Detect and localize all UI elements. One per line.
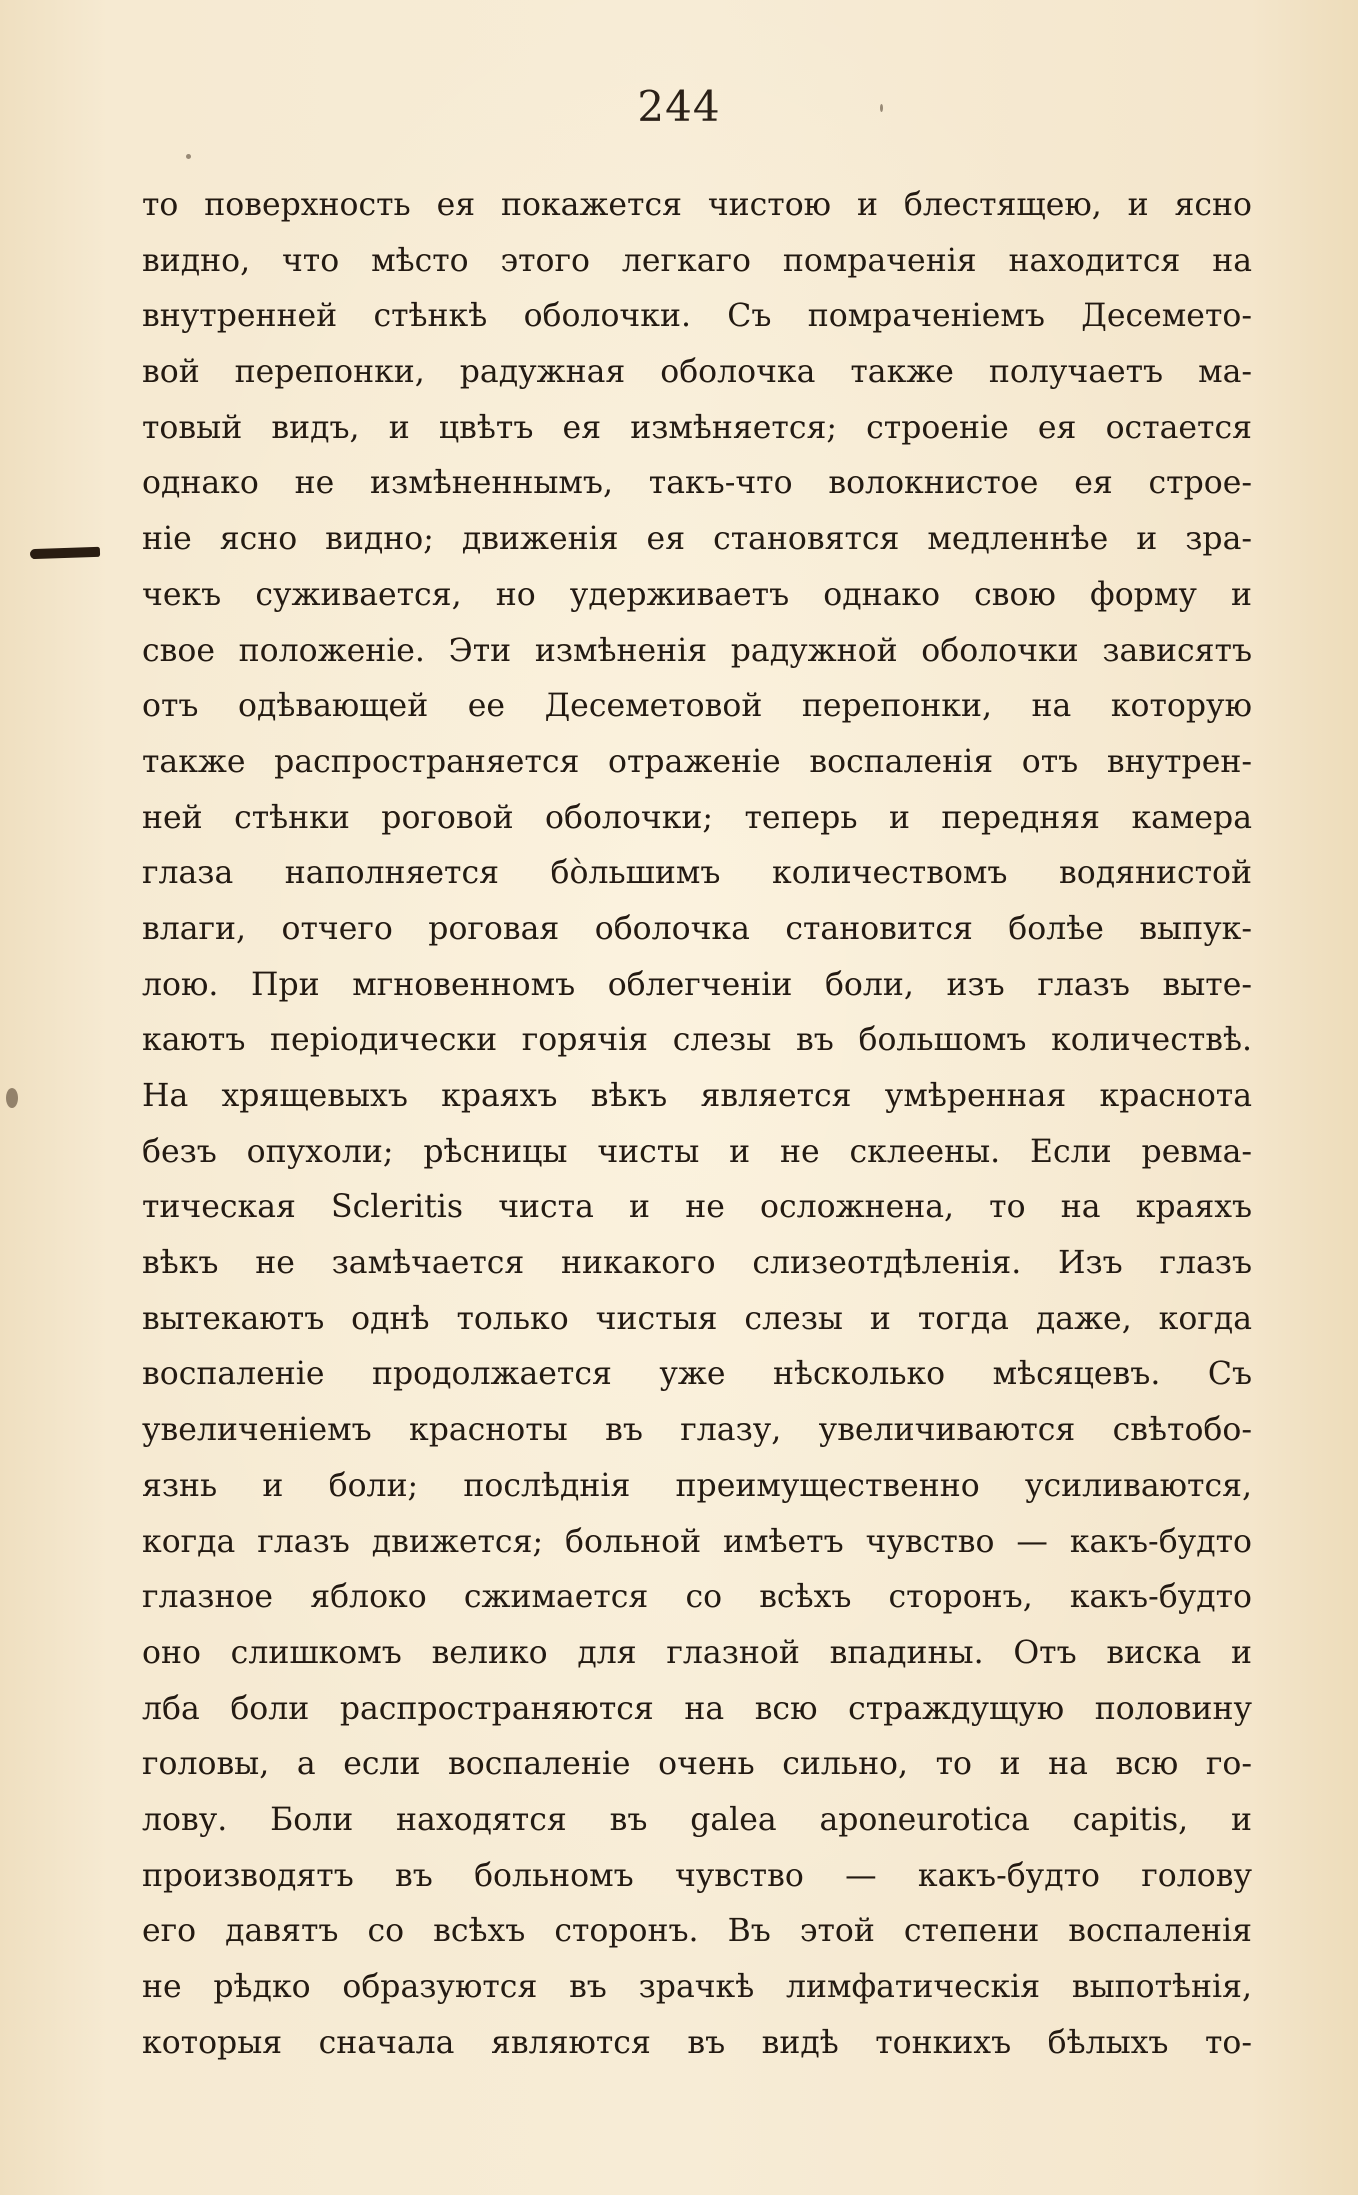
text-line: производятъ въ больномъ чувство — какъ-будто голову: [142, 1857, 1252, 1894]
text-line: чекъ суживается, но удерживаетъ однако свою форму и: [142, 576, 1252, 613]
text-line: когда глазъ движется; больной имѣетъ чувство — какъ-будто: [142, 1523, 1252, 1560]
text-line: то поверхность ея покажется чистою и блестящею, и ясно: [142, 187, 1252, 223]
text-line: не рѣдко образуются въ зрачкѣ лимфатическія выпотѣнія,: [142, 1969, 1252, 2005]
text-line: головы, а если воспаленіе очень сильно, то и на всю го-: [142, 1746, 1252, 1783]
text-line: внутренней стѣнкѣ оболочки. Съ помраченіемъ Десемето-: [142, 298, 1252, 335]
text-line: безъ опухоли; рѣсницы чисты и не склеены. Если ревма-: [142, 1133, 1252, 1170]
page-number: 244: [637, 82, 721, 131]
text-line: тическая Scleritis чиста и не осложнена, то на краяхъ: [142, 1189, 1252, 1226]
text-line: ней стѣнки роговой оболочки; теперь и передняя камера: [142, 799, 1252, 836]
text-line: увеличеніемъ красноты въ глазу, увеличиваются свѣтобо-: [142, 1412, 1252, 1449]
text-line: лба боли распространяются на всю страждущую половину: [142, 1690, 1252, 1727]
text-line: его давятъ со всѣхъ сторонъ. Въ этой степени воспаленія: [142, 1913, 1252, 1950]
body-text: [142, 178, 1252, 2071]
ink-speck: [880, 104, 883, 112]
text-line: вытекаютъ однѣ только чистыя слезы и тогда даже, когда: [142, 1300, 1252, 1337]
text-line: свое положеніе. Эти измѣненія радужной оболочки зависятъ: [142, 632, 1252, 669]
ink-speck: [186, 154, 191, 159]
text-line: язнь и боли; послѣднія преимущественно усиливаются,: [142, 1467, 1252, 1504]
text-line: воспаленіе продолжается уже нѣсколько мѣсяцевъ. Съ: [142, 1356, 1252, 1393]
text-line: глазное яблоко сжимается со всѣхъ сторонъ, какъ-будто: [142, 1579, 1252, 1616]
text-line: лову. Боли находятся въ galea aponeurotica capitis, и: [142, 1801, 1252, 1838]
margin-ink-dot: [6, 1088, 18, 1108]
text-line: вой перепонки, радужная оболочка также получаетъ ма-: [142, 354, 1252, 391]
text-line: оно слишкомъ велико для глазной впадины. Отъ виска и: [142, 1634, 1252, 1671]
text-line: однако не измѣненнымъ, такъ-что волокнистое ея строе-: [142, 465, 1252, 502]
margin-ink-mark: [30, 547, 100, 559]
text-line: влаги, отчего роговая оболочка становится болѣе выпук-: [142, 910, 1252, 947]
text-line: На хрящевыхъ краяхъ вѣкъ является умѣренная краснота: [142, 1078, 1252, 1114]
text-line: отъ одѣвающей ее Десеметовой перепонки, на которую: [142, 688, 1252, 725]
text-line: глаза наполняется бо̀льшимъ количествомъ водянистой: [142, 855, 1252, 892]
text-line: которыя сначала являются въ видѣ тонкихъ бѣлыхъ то-: [142, 2024, 1252, 2061]
text-line: видно, что мѣсто этого легкаго помраченія находится на: [142, 242, 1252, 279]
text-line: ніе ясно видно; движенія ея становятся медленнѣе и зра-: [142, 521, 1252, 558]
text-line: вѣкъ не замѣчается никакого слизеотдѣленія. Изъ глазъ: [142, 1245, 1252, 1282]
text-line: также распространяется отраженіе воспаленія отъ внутрен-: [142, 743, 1252, 780]
text-line: лою. При мгновенномъ облегченіи боли, изъ глазъ выте-: [142, 966, 1252, 1003]
text-line: товый видъ, и цвѣтъ ея измѣняется; строеніе ея остается: [142, 409, 1252, 446]
text-line: каютъ періодически горячія слезы въ большомъ количествѣ.: [142, 1022, 1252, 1059]
